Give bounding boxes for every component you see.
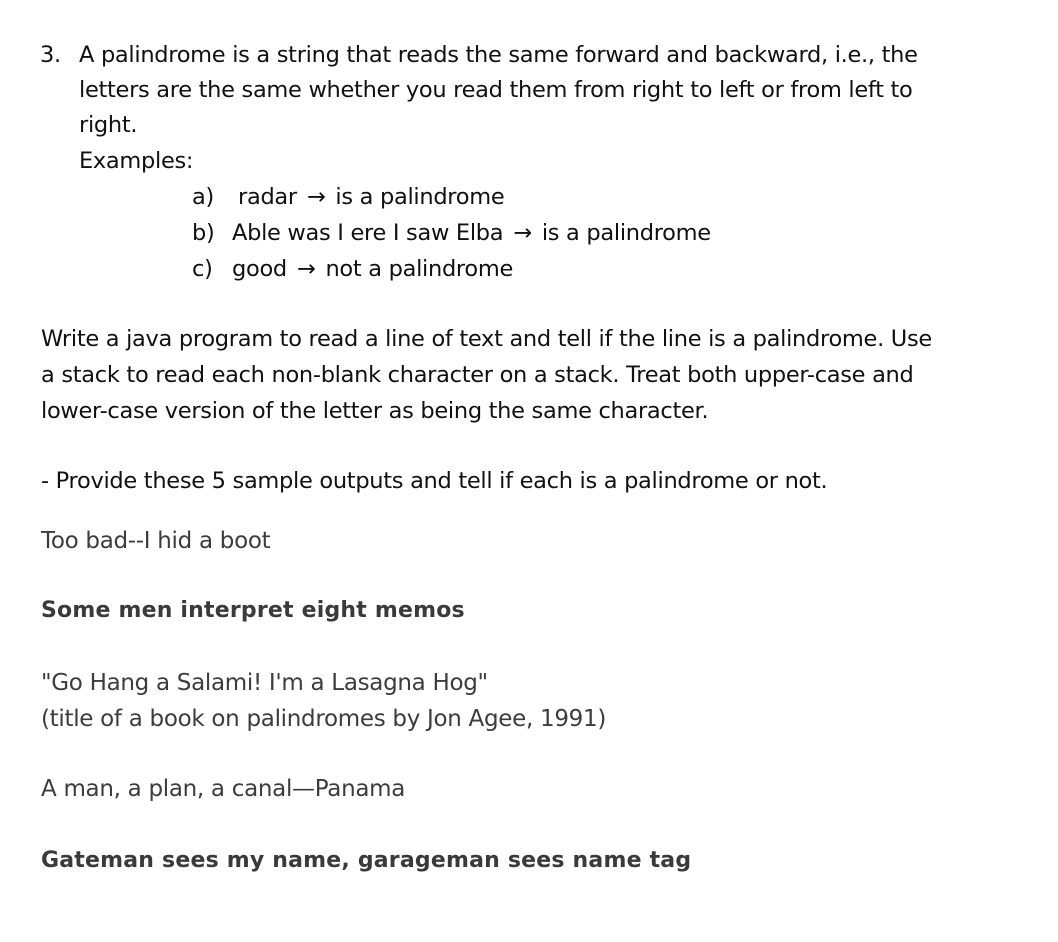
arrow-right-icon: →	[296, 256, 316, 282]
sample-3: "Go Hang a Salami! I'm a Lasagna Hog"	[41, 670, 488, 696]
example-text	[238, 179, 504, 215]
example-label: b)	[192, 220, 215, 246]
question-number: 3.	[40, 42, 61, 68]
example-result: not a palindrome	[325, 256, 514, 282]
sample-3-note: (title of a book on palindromes by Jon Agee, 1991)	[41, 706, 607, 732]
arrow-right-icon: →	[513, 220, 532, 246]
example-phrase: Able was I ere I saw Elba	[232, 220, 504, 246]
provide-instruction: - Provide these 5 sample outputs and tell if each is a palindrome or not.	[41, 468, 828, 494]
example-label: c)	[192, 256, 213, 282]
instructions-line-1: Write a java program to read a line of text and tell if the line is a palindrome. Use	[41, 326, 932, 352]
instructions-line-2: a stack to read each non-blank character on a stack. Treat both upper-case and	[41, 362, 914, 388]
example-result: is a palindrome	[541, 220, 711, 246]
example-phrase: good	[232, 256, 287, 282]
sample-5: Gateman sees my name, garageman sees name tag	[41, 848, 692, 873]
example-text	[232, 215, 711, 251]
intro-line-3: right.	[79, 112, 138, 138]
sample-4: A man, a plan, a canal—Panama	[41, 776, 406, 802]
sample-1: Too bad--I hid a boot	[41, 528, 271, 554]
sample-2: Some men interpret eight memos	[41, 598, 465, 623]
examples-label: Examples:	[79, 148, 194, 174]
example-text	[232, 251, 513, 287]
intro-line-1: A palindrome is a string that reads the same forward and backward, i.e., the	[79, 42, 918, 68]
intro-line-2: letters are the same whether you read them from right to left or from left to	[79, 77, 913, 103]
example-phrase: radar	[238, 184, 297, 210]
example-result: is a palindrome	[335, 184, 505, 210]
arrow-right-icon: →	[306, 184, 326, 210]
example-label: a)	[192, 184, 214, 210]
instructions-line-3: lower-case version of the letter as being the same character.	[41, 398, 709, 424]
